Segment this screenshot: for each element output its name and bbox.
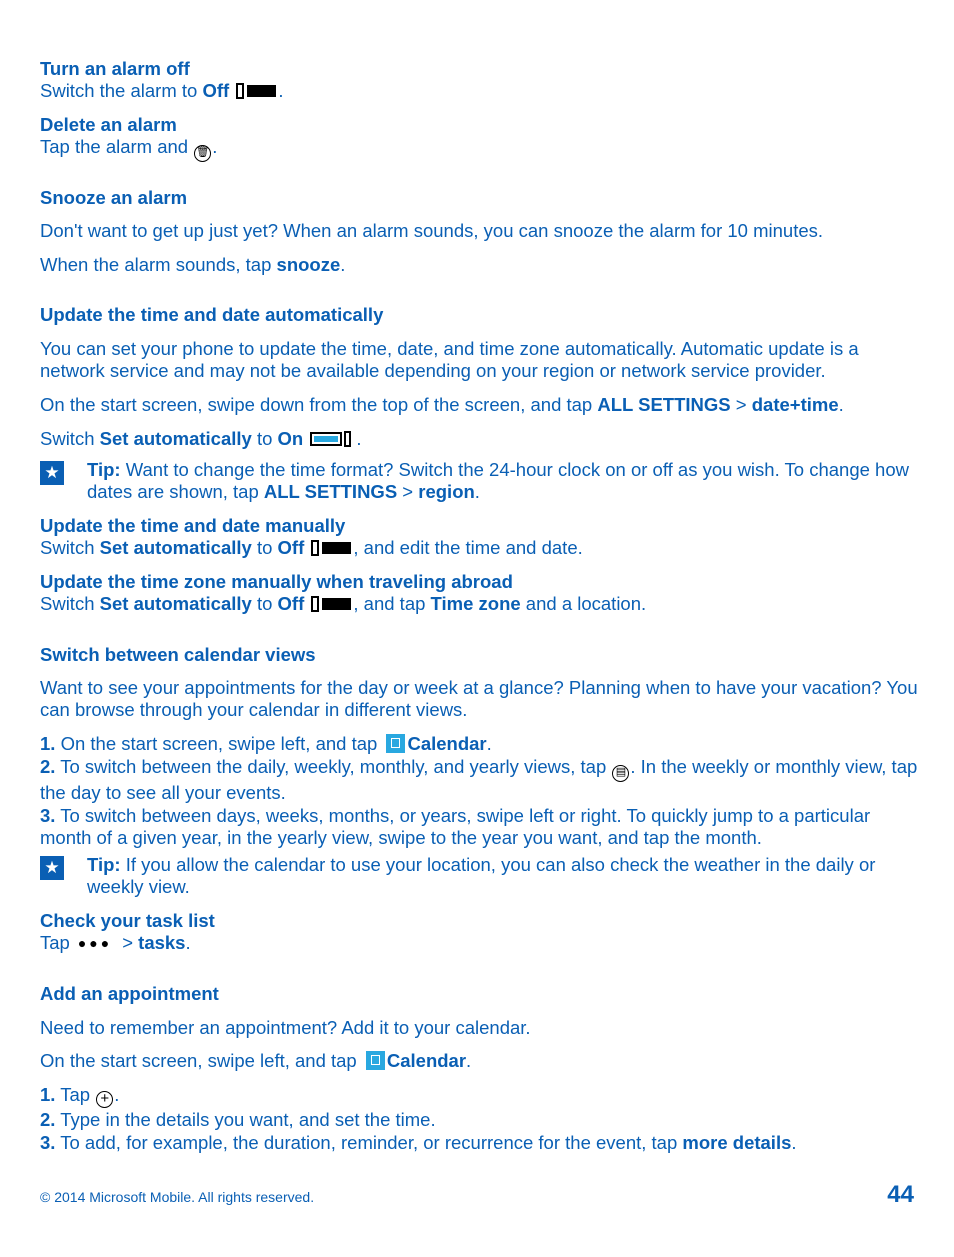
para-calendar-views: Want to see your appointments for the day or week at a glance? Planning when to have your vacation? You can browse through your calendar in different views. xyxy=(40,677,918,720)
tip-star-icon: ★ xyxy=(40,856,64,880)
toggle-off-icon xyxy=(311,540,351,556)
heading-timezone: Update the time zone manually when traveling abroad xyxy=(40,571,513,592)
list-item: 2. Type in the details you want, and set the time. xyxy=(40,1109,436,1130)
copyright: © 2014 Microsoft Mobile. All rights reserved. xyxy=(40,1189,315,1205)
para-snooze-2: When the alarm sounds, tap snooze. xyxy=(40,254,346,275)
tip-weather: Tip: If you allow the calendar to use your location, you can also check the weather in the daily or weekly view. xyxy=(87,854,876,897)
toggle-off-icon xyxy=(236,83,276,99)
heading-snooze-alarm: Snooze an alarm xyxy=(40,187,188,208)
list-item: 1. On the start screen, swipe left, and tap Calendar. xyxy=(40,733,492,754)
text-timezone: Switch Set automatically to Off , and tap Time zone and a location. xyxy=(40,593,647,614)
steps-appointment xyxy=(40,1084,920,1154)
page-number: 44 xyxy=(887,1181,914,1208)
more-icon: ●●● xyxy=(77,935,113,951)
heading-calendar-views: Switch between calendar views xyxy=(40,644,316,665)
para-snooze-1: Don't want to get up just yet? When an alarm sounds, you can snooze the alarm for 10 minutes. xyxy=(40,220,824,241)
text-update-manual: Switch Set automatically to Off , and edit the time and date. xyxy=(40,537,583,558)
add-icon: + xyxy=(96,1091,113,1108)
text-tasks: Tap ●●● > tasks. xyxy=(40,932,191,953)
calendar-icon xyxy=(386,734,405,753)
steps-calendar-views xyxy=(40,733,920,849)
list-item: 3. To switch between days, weeks, months, or years, swipe left or right. To quickly jump to a particular month of a given year, in the yearly view, swipe to the year you want, and tap the month. xyxy=(40,805,871,848)
heading-add-appointment: Add an appointment xyxy=(40,983,219,1004)
heading-tasks: Check your task list xyxy=(40,910,215,931)
section-update-manual xyxy=(40,515,920,559)
section-tasks xyxy=(40,910,920,954)
heading-turn-alarm-off: Turn an alarm off xyxy=(40,58,190,79)
para-appointment-1: Need to remember an appointment? Add it to your calendar. xyxy=(40,1017,531,1038)
list-item: 3. To add, for example, the duration, reminder, or recurrence for the event, tap more details. xyxy=(40,1132,797,1153)
para-update-auto-3: Switch Set automatically to On . xyxy=(40,428,362,449)
heading-update-manual: Update the time and date manually xyxy=(40,515,346,536)
heading-update-auto: Update the time and date automatically xyxy=(40,304,384,325)
list-item: 2. To switch between the daily, weekly, monthly, and yearly views, tap ▤ . In the weekly or monthly view, tap the day to see all your events. xyxy=(40,756,918,803)
toggle-on-icon xyxy=(310,431,354,447)
text-turn-alarm-off: Switch the alarm to Off . xyxy=(40,80,284,101)
section-turn-alarm-off xyxy=(40,58,920,102)
toggle-off-icon xyxy=(311,596,351,612)
para-appointment-2: On the start screen, swipe left, and tap Calendar. xyxy=(40,1050,472,1071)
text-delete-alarm: Tap the alarm and 🗑 . xyxy=(40,136,920,162)
section-timezone xyxy=(40,571,920,615)
tip-time-format: Tip: Want to change the time format? Switch the 24-hour clock on or off as you wish. To change how dates are shown, tap ALL SETTINGS > region. xyxy=(87,459,909,502)
para-update-auto-2: On the start screen, swipe down from the top of the screen, and tap ALL SETTINGS > date+time. xyxy=(40,394,844,415)
list-item: 1. Tap + . xyxy=(40,1084,120,1107)
tip-star-icon: ★ xyxy=(40,461,64,485)
para-update-auto-1: You can set your phone to update the time, date, and time zone automatically. Automatic update is a network service and may not be available depending on your region or network service provider. xyxy=(40,338,859,381)
calendar-icon xyxy=(366,1051,385,1070)
heading-delete-alarm: Delete an alarm xyxy=(40,114,177,135)
calendar-view-icon: ▤ xyxy=(612,765,629,782)
delete-icon: 🗑 xyxy=(194,145,211,162)
section-delete-alarm xyxy=(40,114,920,162)
